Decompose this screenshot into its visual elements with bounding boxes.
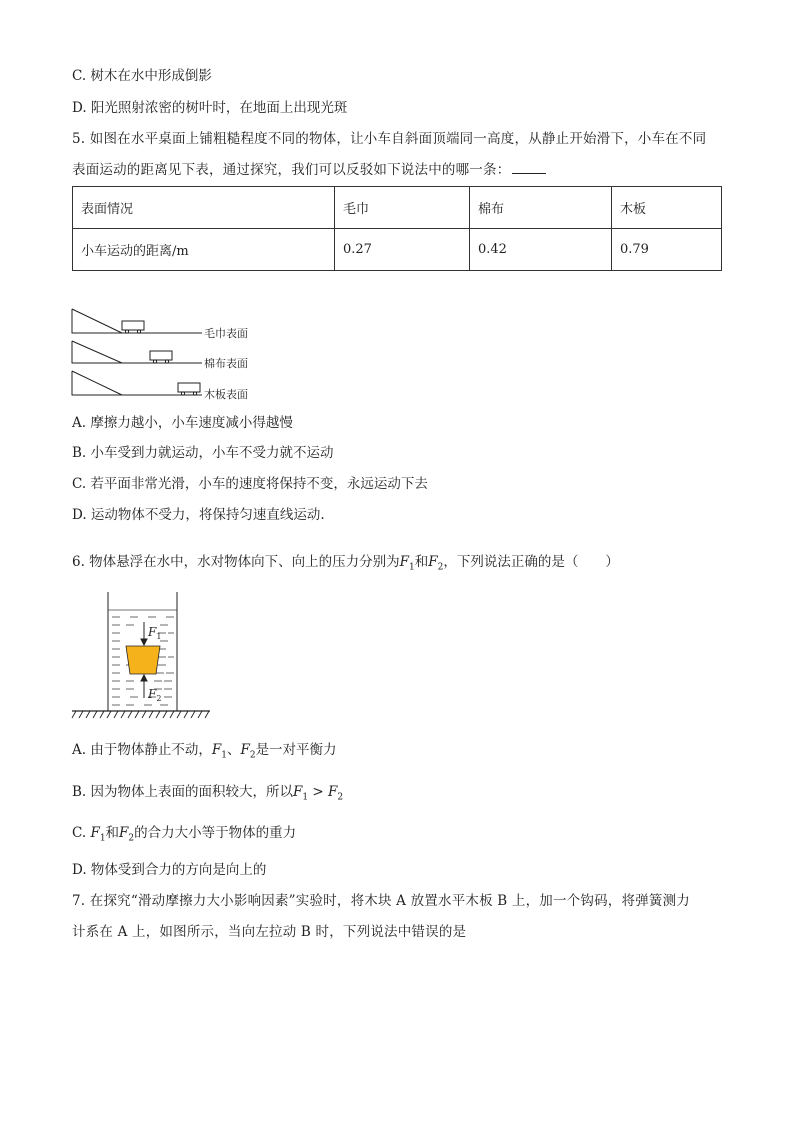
- q6-option-b: B. 因为物体上表面的面积较大，所以$F_1 > F_2$: [72, 784, 344, 803]
- cart-2: [150, 351, 172, 360]
- f1-arrow: [141, 622, 147, 645]
- f2-symbol: $F_2$: [428, 554, 444, 573]
- q6-stem: [72, 552, 619, 578]
- q5-option-d: D. 运动物体不受力，将保持匀速直线运动.: [72, 507, 325, 523]
- q5-option-b: B. 小车受到力就运动，小车不受力就不运动: [72, 445, 334, 461]
- q5-distance-table: [72, 186, 722, 271]
- q7-stem-line2: 计系在 A 上，如图所示，当向左拉动 B 时，下列说法中错误的是: [72, 924, 467, 940]
- q4-option-c: C. 树木在水中形成倒影: [72, 68, 212, 84]
- table-cell: 木板: [612, 187, 722, 229]
- table-cell: 0.42: [470, 229, 612, 271]
- label-towel: 毛巾表面: [204, 327, 248, 340]
- q4-option-d: D. 阳光照射浓密的树叶时，在地面上出现光斑: [72, 100, 348, 116]
- q6-option-a: A. 由于物体静止不动，$F_1$、$F_2$是一对平衡力: [72, 742, 337, 761]
- q5-stem-line2: [72, 160, 546, 180]
- label-cotton: 棉布表面: [204, 357, 248, 370]
- q6-water-figure: [70, 590, 220, 720]
- q6-stem-post: ，下列说法正确的是（ ）: [443, 554, 619, 570]
- ramp-1: [72, 309, 122, 333]
- q6-stem-mid: 和: [414, 554, 429, 570]
- q5-option-a: A. 摩擦力越小，小车速度减小得越慢: [72, 415, 293, 431]
- q5-stem-text: 表面运动的距离见下表，通过探究，我们可以反驳如下说法中的哪一条：: [72, 162, 511, 178]
- table-cell: 棉布: [470, 187, 612, 229]
- cart-3: [178, 383, 200, 392]
- q5-stem-line1: 5. 如图在水平桌面上铺粗糙程度不同的物体，让小车自斜面顶端同一高度，从静止开始滑下，小车在不同: [72, 131, 707, 147]
- table-cell: 小车运动的距离/m: [73, 229, 335, 271]
- f2-label: $F_2$: [148, 687, 162, 703]
- q6-option-d: D. 物体受到合力的方向是向上的: [72, 862, 267, 878]
- ground-hatch: [72, 711, 209, 718]
- table-cell: 0.79: [612, 229, 722, 271]
- q7-stem-line1: 7. 在探究“滑动摩擦力大小影响因素”实验时，将木块 A 放置水平木板 B 上，加一个钩码，将弹簧测力: [72, 893, 691, 909]
- cart-1: [122, 321, 144, 330]
- label-wood: 木板表面: [204, 388, 248, 401]
- table-header-row: [73, 187, 722, 229]
- ramp-3: [72, 371, 122, 395]
- q6-stem-pre: 6. 物体悬浮在水中，水对物体向下、向上的压力分别为: [72, 554, 400, 570]
- f1-symbol: $F_1$: [399, 554, 415, 573]
- table-cell: 0.27: [335, 229, 470, 271]
- f2-arrow: [141, 675, 147, 698]
- q5-ramp-figure: [70, 305, 270, 403]
- q5-option-c: C. 若平面非常光滑，小车的速度将保持不变，永远运动下去: [72, 476, 428, 492]
- table-cell: 表面情况: [73, 187, 335, 229]
- f1-label: $F_1$: [148, 625, 162, 641]
- table-row: [73, 229, 722, 271]
- suspended-object: [126, 646, 160, 674]
- table-cell: 毛巾: [335, 187, 470, 229]
- q6-option-c: C. $F_1$和$F_2$的合力大小等于物体的重力: [72, 825, 297, 844]
- answer-blank: [512, 161, 546, 174]
- ramp-2: [72, 341, 122, 363]
